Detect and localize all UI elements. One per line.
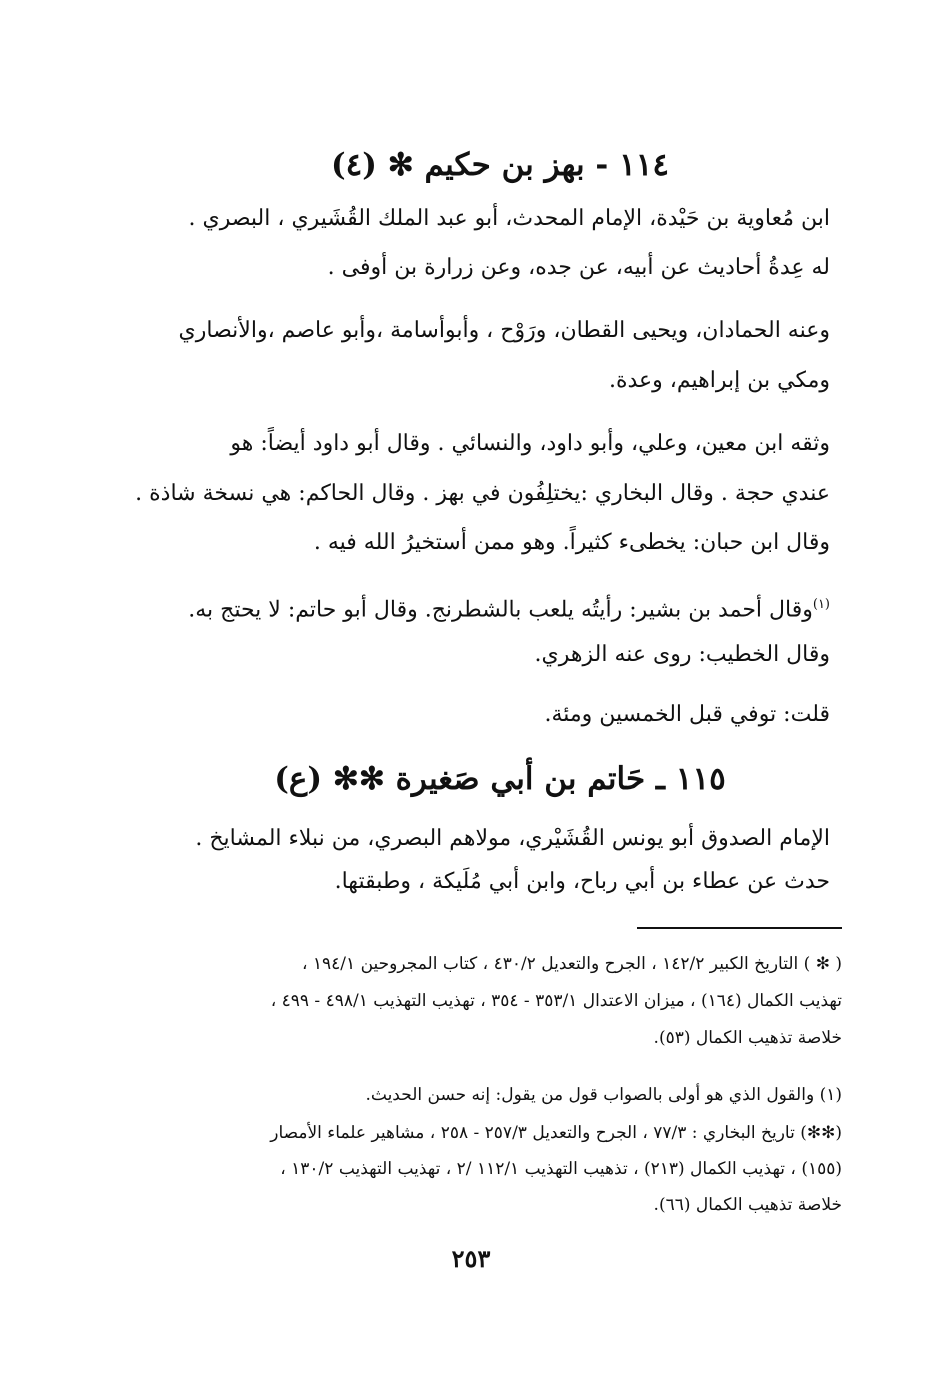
bio-line: وقال ابن حبان: يخطىء كثيراً. وهو ممن أستخيرُ الله فيه . bbox=[313, 530, 830, 555]
bio-line: قلت: توفي قبل الخمسين ومئة. bbox=[544, 702, 830, 727]
footnote-line: (١٥٥) ، تهذيب الكمال (٢١٣) ، تذهيب التهذيب ١١٢/١ /٢ ، تهذيب التهذيب ١٣٠/٢ ، bbox=[280, 1159, 842, 1179]
footnote-line: تهذيب الكمال (١٦٤) ، ميزان الاعتدال ٣٥٣/١ - ٣٥٤ ، تهذيب التهذيب ٤٩٨/١ - ٤٩٩ ، bbox=[270, 991, 842, 1011]
bio-line: ومكي بن إبراهيم، وعدة. bbox=[608, 368, 830, 393]
bio-line: وعنه الحمادان، ويحيى القطان، ورَوْح ، وأبوأسامة ،وأبو عاصم ،والأنصاري bbox=[178, 318, 830, 343]
footnote-divider bbox=[637, 927, 842, 929]
bio-line: له عِدةُ أحاديث عن أبيه، عن جده، وعن زرارة بن أوفى . bbox=[327, 255, 830, 280]
bio-line: عندي حجة . وقال البخاري :يختلِفُون في بهز . وقال الحاكم: هي نسخة شاذة . bbox=[135, 481, 830, 506]
entry-heading-115: ١١٥ ـ حَاتم بن أبي صَغيرة ✻✻ (ع) bbox=[274, 761, 726, 797]
bio-line: الإمام الصدوق أبو يونس القُشَيْري، مولاهم البصري، من نبلاء المشايخ . bbox=[195, 826, 830, 851]
bio-line: وقال الخطيب: روى عنه الزهري. bbox=[534, 642, 830, 667]
page-number: ٢٥٣ bbox=[451, 1244, 491, 1273]
footnote-line: (١) والقول الذي هو أولى بالصواب قول من يقول: إنه حسن الحديث. bbox=[365, 1085, 842, 1105]
bio-line-text: وقال أحمد بن بشير: رأيتُه يلعب بالشطرنج. وقال أبو حاتم: لا يحتج به. bbox=[188, 597, 813, 623]
bio-line: ابن مُعاوية بن حَيْدة، الإمام المحدث، أبو عبد الملك القُشَيري ، البصري . bbox=[188, 206, 830, 231]
bio-line-with-note bbox=[160, 590, 830, 625]
footnote-line: (✻✻) تاريخ البخاري : ٧٧/٣ ، الجرح والتعديل ٢٥٧/٣ - ٢٥٨ ، مشاهير علماء الأمصار bbox=[270, 1123, 842, 1143]
footnote-line: خلاصة تذهيب الكمال (٥٣). bbox=[653, 1028, 842, 1048]
bio-line: حدث عن عطاء بن أبي رباح، وابن أبي مُلَيكة ، وطبقتها. bbox=[334, 869, 830, 894]
footnote-line: ( ✻ ) التاريخ الكبير ١٤٢/٢ ، الجرح والتعديل ٤٣٠/٢ ، كتاب المجروحين ١٩٤/١ ، bbox=[302, 954, 842, 974]
entry-heading-114: ١١٤ - بهز بن حكيم ✻ (٤) bbox=[330, 147, 670, 183]
bio-line: وثقه ابن معين، وعلي، وأبو داود، والنسائي . وقال أبو داود أيضاً: هو bbox=[230, 431, 830, 456]
footnote-line: خلاصة تذهيب الكمال (٦٦). bbox=[653, 1195, 842, 1215]
footnote-marker: (١) bbox=[812, 597, 830, 612]
